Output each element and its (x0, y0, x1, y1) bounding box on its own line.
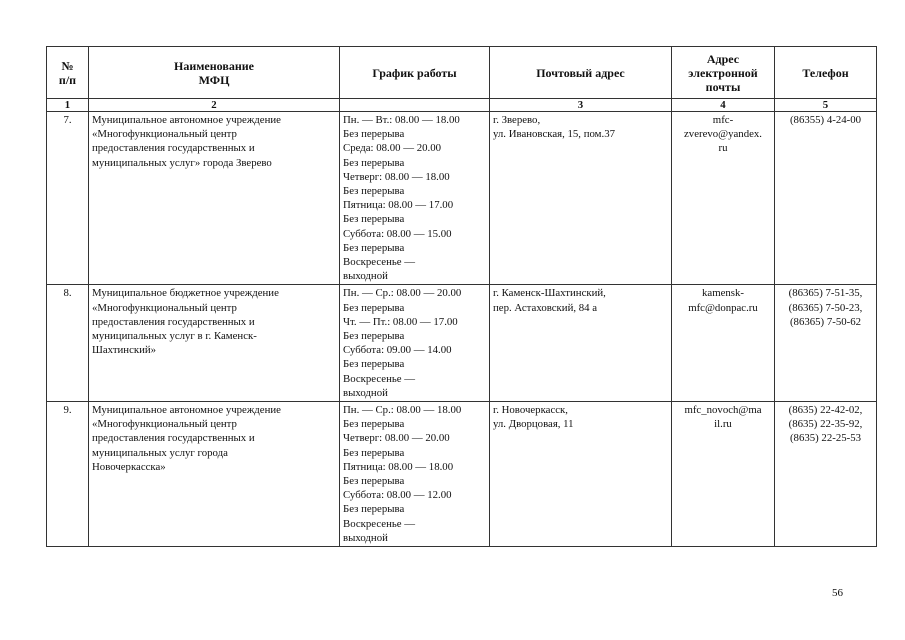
cell-line: Пн. — Вт.: 08.00 — 18.00 (343, 114, 460, 126)
row-num-cell: 7. (47, 112, 89, 285)
row-phone-cell (775, 112, 877, 285)
cell-line: г. Зверево, (493, 114, 541, 126)
cell-line: il.ru (714, 418, 732, 431)
header-name: Наименование МФЦ (89, 47, 340, 99)
cell-line: Без перерыва (343, 213, 405, 226)
cell-line: Без перерыва (343, 358, 405, 371)
cell-line: Без перерыва (343, 446, 405, 459)
cell-line: Пн. — Ср.: 08.00 — 20.00 (343, 287, 462, 300)
cell-line: (86365) 7-50-62 (789, 315, 862, 328)
cell-line: zverevo@yandex. (684, 128, 762, 141)
row-phone-cell (775, 402, 877, 547)
cell-line: (86365) 7-51-35, (788, 287, 863, 300)
row-email-cell (672, 285, 775, 402)
row-schedule-cell (340, 285, 490, 402)
cell-line: Четверг: 08.00 — 20.00 (343, 432, 450, 445)
cell-line: выходной (343, 531, 388, 544)
row-address-cell (490, 402, 672, 547)
cell-line: Без перерыва (343, 301, 405, 314)
cell-line: ru (718, 142, 728, 155)
table-row (47, 112, 877, 285)
cell-line: выходной (343, 270, 388, 283)
page-number: 56 (832, 587, 843, 599)
column-numbers-row (47, 99, 877, 112)
cell-line: выходной (343, 386, 388, 399)
header-schedule: График работы (340, 47, 490, 99)
row-phone-cell (775, 285, 877, 402)
document-page (46, 46, 876, 547)
header-address: Почтовый адрес (490, 47, 672, 99)
cell-line: kamensk- (702, 287, 744, 300)
cell-line: «Многофункциональный центр (92, 301, 237, 314)
row-name-cell (89, 402, 340, 547)
row-email-cell (672, 402, 775, 547)
cell-line: ул. Ивановская, 15, пом.37 (493, 128, 615, 141)
header-phone: Телефон (775, 47, 877, 99)
cell-line: Без перерыва (343, 503, 405, 516)
cell-line: Муниципальное автономное учреждение (92, 404, 281, 417)
column-number: 2 (89, 99, 340, 112)
cell-line: mfc_novoch@ma (684, 404, 762, 417)
cell-line: Пятница: 08.00 — 18.00 (343, 460, 454, 473)
cell-line: Без перерыва (343, 241, 405, 254)
mfc-table (46, 46, 877, 547)
row-address-cell (490, 285, 672, 402)
cell-line: (8635) 22-42-02, (788, 404, 863, 417)
cell-line: Четверг: 08.00 — 18.00 (343, 170, 450, 183)
row-name-cell (89, 285, 340, 402)
header-num: № п/п (47, 47, 89, 99)
row-schedule-cell (340, 112, 490, 285)
cell-line: пер. Астаховский, 84 а (493, 301, 598, 314)
cell-line: г. Новочеркасск, (493, 404, 568, 417)
cell-line: муниципальных услуг в г. Каменск- (92, 330, 257, 343)
cell-line: Пн. — Ср.: 08.00 — 18.00 (343, 404, 462, 417)
table-row (47, 285, 877, 402)
cell-line: «Многофункциональный центр (92, 418, 237, 431)
row-num-cell: 8. (47, 285, 89, 402)
cell-line: Муниципальное автономное учреждение (92, 114, 281, 126)
cell-line: mfc- (712, 114, 734, 126)
column-number: 4 (672, 99, 775, 112)
cell-line: Муниципальное бюджетное учреждение (92, 287, 279, 300)
cell-line: ул. Дворцовая, 11 (493, 418, 574, 431)
cell-line: предоставления государственных и (92, 315, 255, 328)
cell-line: (86355) 4-24-00 (789, 114, 862, 126)
cell-line: Без перерыва (343, 418, 405, 431)
cell-line: муниципальных услуг» города Зверево (92, 156, 272, 169)
header-email: Адрес электронной почты (672, 47, 775, 99)
header-row (47, 47, 877, 99)
table-row (47, 402, 877, 547)
cell-line: Воскресенье — (343, 372, 416, 385)
column-number: 3 (490, 99, 672, 112)
cell-line: Суббота: 08.00 — 12.00 (343, 489, 452, 502)
cell-line: Суббота: 08.00 — 15.00 (343, 227, 452, 240)
row-email-cell (672, 112, 775, 285)
cell-line: Чт. — Пт.: 08.00 — 17.00 (343, 315, 458, 328)
cell-line: Пятница: 08.00 — 17.00 (343, 199, 454, 212)
cell-line: предоставления государственных и (92, 432, 255, 445)
cell-line: муниципальных услуг города (92, 446, 228, 459)
cell-line: Без перерыва (343, 128, 405, 141)
cell-line: (8635) 22-35-92, (788, 418, 863, 431)
column-number: 1 (47, 99, 89, 112)
cell-line: Среда: 08.00 — 20.00 (343, 142, 442, 155)
cell-line: Воскресенье — (343, 256, 416, 269)
cell-line: Без перерыва (343, 330, 405, 343)
row-name-cell (89, 112, 340, 285)
cell-line: Шахтинский» (92, 344, 157, 357)
cell-line: предоставления государственных и (92, 142, 255, 155)
cell-line: Без перерыва (343, 156, 405, 169)
cell-line: Без перерыва (343, 185, 405, 198)
cell-line: Новочеркасска» (92, 460, 166, 473)
cell-line: (8635) 22-25-53 (789, 432, 862, 445)
cell-line: Суббота: 09.00 — 14.00 (343, 344, 452, 357)
cell-line: mfc@donpac.ru (688, 301, 758, 314)
cell-line: г. Каменск-Шахтинский, (493, 287, 606, 300)
cell-line: Воскресенье — (343, 517, 416, 530)
column-number (340, 99, 490, 112)
cell-line: (86365) 7-50-23, (788, 301, 863, 314)
cell-line: «Многофункциональный центр (92, 128, 237, 141)
cell-line: Без перерыва (343, 475, 405, 488)
column-number: 5 (775, 99, 877, 112)
row-schedule-cell (340, 402, 490, 547)
row-num-cell: 9. (47, 402, 89, 547)
row-address-cell (490, 112, 672, 285)
